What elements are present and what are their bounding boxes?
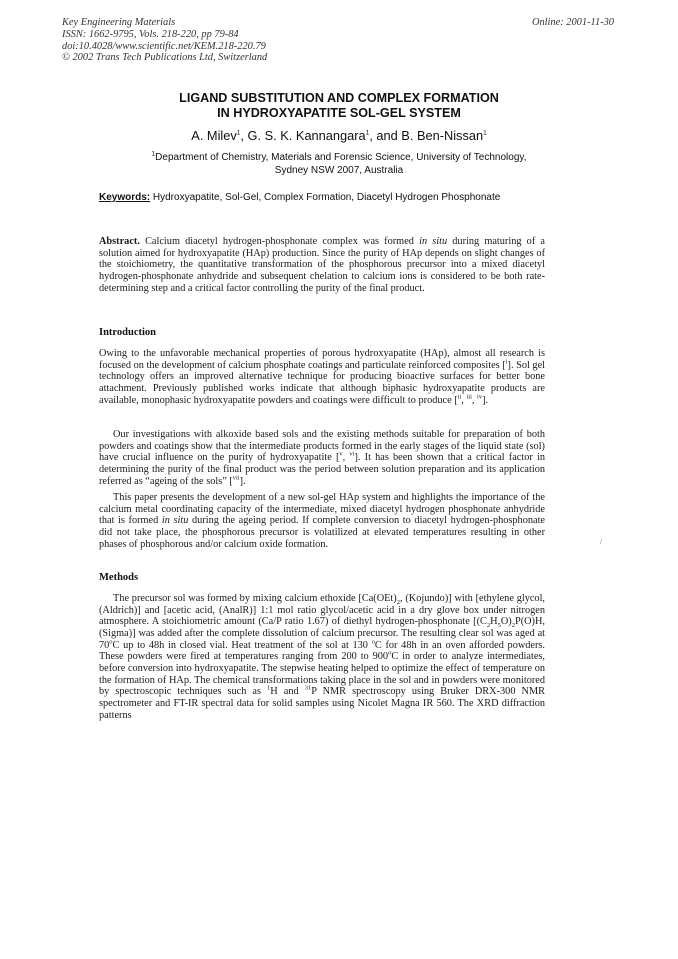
reference-mark: iii: [466, 393, 472, 401]
affiliation-mark: 1: [151, 150, 156, 158]
intro-text: ]. It has been shown that a critical factor in determining the purity of the final product was the period between solution preparation and its application referred as “ageing of the sols” [: [99, 452, 545, 487]
abstract-text: Calcium diacetyl hydrogen-phosphonate complex was formed: [139, 236, 420, 247]
online-date: Online: 2001-11-30: [531, 17, 614, 28]
affiliation-line-2: Sydney NSW 2007, Australia: [274, 165, 404, 176]
keywords-text: Hydroxyapatite, Sol-Gel, Complex Formation, Diacetyl Hydrogen Phosphonate: [150, 192, 501, 203]
reference-mark: v: [339, 450, 343, 458]
subscript: 2: [396, 599, 400, 607]
reference-mark: iv: [477, 393, 483, 401]
author-1-affil-mark: 1: [236, 129, 241, 137]
reference-mark: vi: [349, 450, 355, 458]
introduction-heading: Introduction: [99, 327, 156, 338]
intro-text: ].: [482, 394, 489, 406]
intro-text: ].: [239, 475, 246, 487]
author-list: [0, 128, 678, 143]
intro-paragraph-3: [99, 492, 545, 550]
issn-line: ISSN: 1662-9795, Vols. 218-220, pp 79-84: [62, 28, 239, 40]
methods-text: H and: [270, 686, 305, 698]
margin-mark: /: [600, 537, 603, 546]
intro-text: Owing to the unfavorable mechanical properties of porous hydroxyapatite (HAp), almost all research is focused on the development of calcium phosphate coatings and particulate reinforced composites [: [99, 348, 545, 371]
author-separator: , and: [369, 128, 402, 143]
author-3: B. Ben-Nissan: [401, 128, 484, 143]
intro-text: Our investigations with alkoxide based sols and the existing methods suitable for preparation of both powders and coatings show that the intermediate products formed in the early stages of the liquid state (sol) have crucial influence on the purity of hydroxyapatite [: [99, 429, 545, 464]
intro-text: This paper presents the development of a new sol-gel HAp system and highlights the importance of the calcium metal coordinating capacity of the intermediate, mixed diacetyl hydrogen phosphonate anhydride that is formed: [99, 492, 545, 527]
abstract: [99, 236, 545, 294]
subscript: 2: [511, 622, 515, 630]
title-line-1: LIGAND SUBSTITUTION AND COMPLEX FORMATION: [179, 91, 499, 105]
ref-separator: ,: [471, 394, 478, 406]
ref-separator: ,: [342, 452, 350, 464]
title-line-2: IN HYDROXYAPATITE SOL-GEL SYSTEM: [217, 106, 461, 120]
copyright-line: © 2002 Trans Tech Publications Ltd, Switzerland: [62, 52, 268, 64]
abstract-text: during maturing of a solution aimed for hydroxyapatite (HAp) production. Since the purity of HAp depends on slight changes of the stoichiometry, the quantitative transformation of the phosphorous precursor into a mixed diacetyl hydrogen-phosphonate anhydride and subsequent chelation to calcium ions is considered to be both rate-determining step and a critical factor controlling the purity of the final product.: [99, 236, 545, 294]
author-3-affil-mark: 1: [483, 129, 487, 137]
methods-text: H: [490, 616, 498, 628]
methods-text: C in order to analyze intermediates, before conversion into hydroxyapatite. The stepwise heating helped to optimize the effect of temperature on the formation of HAp. The chemical transformations taking place in the sol and in powders were monitored by spectroscopic techniques such as: [99, 651, 545, 698]
affiliation-line-1: [0, 151, 678, 164]
journal-header: [62, 17, 267, 64]
intro-text: during the ageing period. If complete conversion to diacetyl hydrogen-phosphonate did not take place, the phosphorous precursor is volatilized at elevated temperatures resulting in other phases of phosphorous and/or calcium oxide formation.: [99, 515, 545, 550]
degree-mark: o: [371, 638, 375, 646]
affiliation-text: Department of Chemistry, Materials and Forensic Science, University of Technology,: [155, 152, 527, 163]
methods-text: , (Kojundo)] with [ethylene glycol, (Aldrich)] and [acetic acid, (AnalR)] 1:1 mol ratio glycol/acetic acid in a dry glove box under nitrogen atmosphere. A stoichiometric amount (Ca/P ratio 1.67) of diethyl hydrogen-phosphonate [(C: [99, 593, 546, 628]
isotope-mark: 1: [267, 684, 271, 692]
subscript: 2: [486, 622, 491, 630]
degree-mark: o: [109, 638, 113, 646]
reference-mark: ii: [457, 393, 462, 401]
keywords-label: Keywords:: [99, 192, 151, 203]
methods-heading: Methods: [99, 572, 139, 583]
abstract-in-situ: in situ: [419, 236, 448, 247]
methods-text: C up to 48h in closed vial. Heat treatment of the sol at 130: [112, 639, 372, 651]
methods-text: C for 48h in an oven afforded powders. These powders were fired at temperatures ranging from 200 to 900: [99, 639, 546, 663]
reference-mark: i: [505, 358, 508, 366]
methods-paragraph: [99, 593, 545, 721]
doi-line: doi:10.4028/www.scientific.net/KEM.218-220.79: [62, 40, 266, 52]
journal-name: Key Engineering Materials: [62, 17, 176, 28]
degree-mark: o: [388, 649, 392, 657]
intro-text: ]. Sol gel technology offers an improved alternative technique for producing bioactive surfaces for better bone attachment. Previously published works indicate that although biphasic hydroxyapatite products are available, monophasic hydroxyapatite powders and coatings were difficult to produce [: [99, 359, 546, 406]
author-separator: ,: [240, 128, 248, 143]
isotope-mark: 31: [304, 684, 312, 692]
author-1: A. Milev: [191, 128, 237, 143]
author-2: G. S. K. Kannangara: [247, 128, 366, 143]
intro-paragraph-1: [99, 348, 545, 406]
intro-in-situ: in situ: [161, 515, 189, 527]
abstract-label: Abstract.: [99, 236, 140, 247]
author-2-affil-mark: 1: [365, 129, 370, 137]
intro-paragraph-2: [99, 429, 545, 487]
reference-mark: vii: [232, 474, 240, 482]
methods-text: O): [500, 616, 512, 628]
paper-title: [0, 91, 678, 121]
affiliation: [0, 151, 678, 177]
keywords: [99, 192, 609, 203]
methods-text: The precursor sol was formed by mixing calcium ethoxide [Ca(OEt): [113, 593, 397, 604]
methods-text: P(O)H, (Sigma)] was added after the complete dissolution of calcium precursor. The resulting clear sol was aged at 70: [99, 616, 545, 651]
ref-separator: ,: [461, 394, 467, 406]
methods-text: P NMR spectroscopy using Bruker DRX-300 NMR spectrometer and FT-IR spectral data for solid samples using Nicolet Magna IR 560. The XRD diffraction patterns: [99, 686, 545, 721]
subscript: 5: [497, 622, 501, 630]
